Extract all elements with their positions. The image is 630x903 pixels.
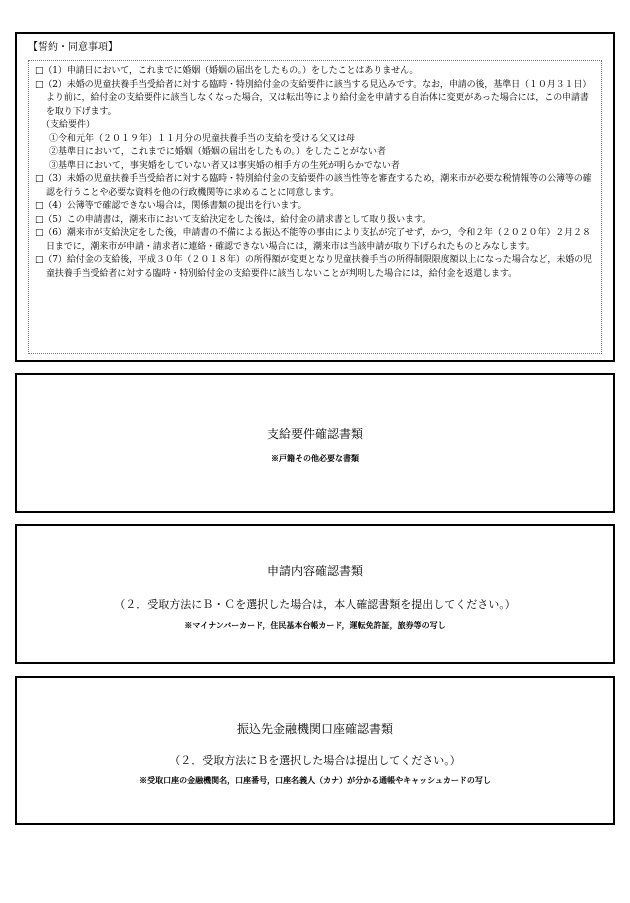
pledge-title: 【誓約・同意事項】	[28, 42, 118, 53]
eligibility-documents-section	[15, 373, 615, 513]
pledge-section	[15, 32, 615, 362]
pledge-items-box	[28, 60, 602, 354]
pledge-item-4[interactable]: □（4）公簿等で確認できない場合は，関係書類の提出を行います。	[35, 201, 307, 211]
application-documents-note: ※マイナンバーカード，住民基本台帳カード，運転免許証，旅券等の写し	[184, 620, 446, 630]
requirement-2: ②基準日において，これまでに婚姻（婚姻の届出をしたもの。）をしたことがない者	[49, 147, 386, 157]
application-documents-section	[15, 524, 615, 664]
pledge-item-5[interactable]: □（5）この申請書は，潮来市において支給決定をした後は，給付金の請求書として取り扱います。	[35, 214, 432, 225]
pledge-item-6[interactable]: □（6）潮来市が支給決定をした後，申請書の不備による振込不能等の事由により支払が完了せず，かつ，令和２年（２０２０年）２月２８日までに，潮来市が申請・請求者に連絡・確認できない場合には，潮来市は当該申請が取り下げられたものとみなします。	[35, 228, 591, 252]
pledge-item-7[interactable]: □（7）給付金の支給後，平成３０年（２０１８年）の所得額が変更となり児童扶養手当の所得制限限度額以上になった場合など，未婚の児童扶養手当受給者に対する臨時・特別給付金の支給要件に該当しないことが判明した場合には，給付金を返還します。	[35, 255, 592, 279]
eligibility-documents-title: 支給要件確認書類	[266, 427, 363, 441]
bank-account-documents-note: ※受取口座の金融機関名，口座番号，口座名義人（カナ）が分かる通帳やキャッシュカードの写し	[139, 775, 491, 785]
bank-account-documents-condition: （２．受取方法にＢを選択した場合は提出してください。）	[169, 754, 461, 767]
bank-account-documents-section	[15, 676, 615, 825]
application-documents-title: 申請内容確認書類	[266, 564, 363, 578]
eligibility-documents-note: ※戸籍その他必要な書類	[271, 453, 359, 463]
pledge-item-3[interactable]: □（3）未婚の児童扶養手当受給者に対する臨時・特別給付金の支給要件の該当性等を審査するため，潮来市が必要な税情報等の公簿等の確認を行うことや必要な資料を他の行政機関等に求めることに同意します。	[35, 174, 592, 198]
requirements-heading: （支給要件）	[41, 120, 96, 130]
pledge-item-1[interactable]: □（1）申請日において，これまでに婚姻（婚姻の届出をしたもの。）をしたことはありません。	[35, 66, 419, 76]
application-documents-condition: （２．受取方法にＢ・Ｃを選択した場合は，本人確認書類を提出してください。）	[114, 598, 516, 611]
bank-account-documents-title: 振込先金融機関口座確認書類	[236, 722, 393, 736]
requirement-1: ①令和元年（２０１９年）１１月分の児童扶養手当の支給を受ける父又は母	[49, 133, 356, 144]
pledge-item-2[interactable]: □（2）未婚の児童扶養手当受給者に対する臨時・特別給付金の支給要件に該当する見込みです。なお，申請の後，基準日（１０月３１日）より前に，給付金の支給要件に該当しなくなった場合，又は転出等により給付金を申請する自治体に変更があった場合には，この申請書を取り下げます。	[35, 79, 592, 117]
requirement-3: ③基準日において，事実婚をしていない者又は事実婚の相手方の生死が明らかでない者	[49, 160, 400, 171]
